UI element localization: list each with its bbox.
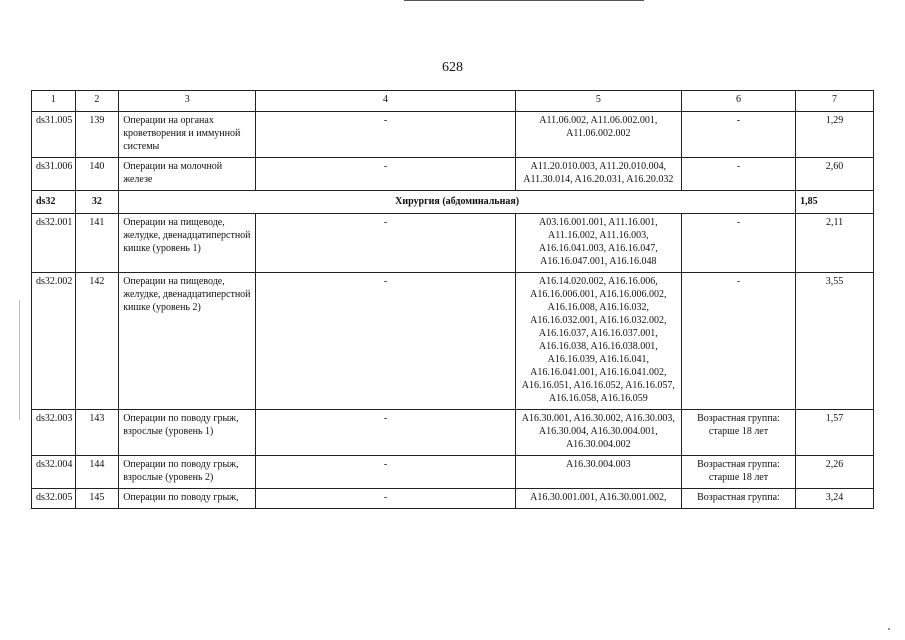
- service-codes: A11.20.010.003, A11.20.010.004, A11.30.014, A16.20.031, A16.20.032: [515, 158, 681, 191]
- service-codes: A03.16.001.001, A11.16.001, A11.16.002, A11.16.003, A16.16.041.003, A16.16.047, A16.16.047.001, A16.16.048: [515, 214, 681, 273]
- column-header: 5: [515, 91, 681, 112]
- diagnosis-codes: -: [256, 489, 516, 509]
- service-codes: A16.14.020.002, A16.16.006, A16.16.006.001, A16.16.006.002, A16.16.008, A16.16.032, A16.16.032.001, A16.16.032.002, A16.16.037, A16.16.037.001, A16.16.038, A16.16.038.001, A16.16.039, A16.16.041, A16.16.041.001, A16.16.041.002, A16.16.051, A16.16.052, A16.16.057, A16.16.058, A16.16.059: [515, 273, 681, 410]
- column-header: 3: [119, 91, 256, 112]
- group-name: Операции на органах кроветворения и иммунной системы: [119, 112, 256, 158]
- diagnosis-codes: -: [256, 410, 516, 456]
- table-row: [32, 489, 874, 509]
- cost-coefficient: 1,57: [796, 410, 874, 456]
- scan-top-line: [404, 0, 644, 1]
- table-row: [32, 273, 874, 410]
- group-code: ds32.003: [32, 410, 76, 456]
- section-row: [32, 191, 874, 214]
- extra-criteria: Возрастная группа:: [681, 489, 795, 509]
- column-header: 4: [256, 91, 516, 112]
- diagnosis-codes: -: [256, 214, 516, 273]
- column-header: 7: [796, 91, 874, 112]
- group-code: ds32.005: [32, 489, 76, 509]
- section-number: 32: [75, 191, 119, 214]
- group-name: Операции по поводу грыж, взрослые (уровень 1): [119, 410, 256, 456]
- column-header: 1: [32, 91, 76, 112]
- group-number: 142: [75, 273, 119, 410]
- extra-criteria: -: [681, 158, 795, 191]
- group-name: Операции на молочной железе: [119, 158, 256, 191]
- diagnosis-codes: -: [256, 273, 516, 410]
- cost-coefficient: 2,26: [796, 456, 874, 489]
- table-row: [32, 214, 874, 273]
- section-coefficient: 1,85: [796, 191, 874, 214]
- group-number: 145: [75, 489, 119, 509]
- page-number: 628: [442, 60, 463, 75]
- group-code: ds32.002: [32, 273, 76, 410]
- group-number: 139: [75, 112, 119, 158]
- group-number: 143: [75, 410, 119, 456]
- group-number: 140: [75, 158, 119, 191]
- scan-speck: [888, 628, 890, 630]
- extra-criteria: Возрастная группа: старше 18 лет: [681, 456, 795, 489]
- group-code: ds32.001: [32, 214, 76, 273]
- table-row: [32, 410, 874, 456]
- cost-coefficient: 3,55: [796, 273, 874, 410]
- column-number-row: [32, 91, 874, 112]
- service-codes: A16.30.004.003: [515, 456, 681, 489]
- diagnosis-codes: -: [256, 112, 516, 158]
- extra-criteria: Возрастная группа: старше 18 лет: [681, 410, 795, 456]
- scan-margin-mark: [19, 300, 20, 420]
- extra-criteria: -: [681, 273, 795, 410]
- service-codes: A16.30.001, A16.30.002, A16.30.003, A16.30.004, A16.30.004.001, A16.30.004.002: [515, 410, 681, 456]
- group-name: Операции на пищеводе, желудке, двенадцатиперстной кишке (уровень 2): [119, 273, 256, 410]
- section-code: ds32: [32, 191, 76, 214]
- service-codes: A16.30.001.001, A16.30.001.002,: [515, 489, 681, 509]
- section-title: Хирургия (абдоминальная): [119, 191, 796, 214]
- group-code: ds31.005: [32, 112, 76, 158]
- group-number: 144: [75, 456, 119, 489]
- table-row: [32, 456, 874, 489]
- table-row: [32, 158, 874, 191]
- service-codes: A11.06.002, A11.06.002.001, A11.06.002.002: [515, 112, 681, 158]
- group-name: Операции на пищеводе, желудке, двенадцатиперстной кишке (уровень 1): [119, 214, 256, 273]
- diagnosis-codes: -: [256, 158, 516, 191]
- table-body: [32, 91, 874, 509]
- group-code: ds32.004: [32, 456, 76, 489]
- group-name: Операции по поводу грыж, взрослые (уровень 2): [119, 456, 256, 489]
- column-header: 2: [75, 91, 119, 112]
- group-name: Операции по поводу грыж,: [119, 489, 256, 509]
- extra-criteria: -: [681, 112, 795, 158]
- group-code: ds31.006: [32, 158, 76, 191]
- cost-coefficient: 2,60: [796, 158, 874, 191]
- tariff-table: [31, 90, 874, 509]
- diagnosis-codes: -: [256, 456, 516, 489]
- cost-coefficient: 2,11: [796, 214, 874, 273]
- group-number: 141: [75, 214, 119, 273]
- cost-coefficient: 1,29: [796, 112, 874, 158]
- cost-coefficient: 3,24: [796, 489, 874, 509]
- table-row: [32, 112, 874, 158]
- column-header: 6: [681, 91, 795, 112]
- extra-criteria: -: [681, 214, 795, 273]
